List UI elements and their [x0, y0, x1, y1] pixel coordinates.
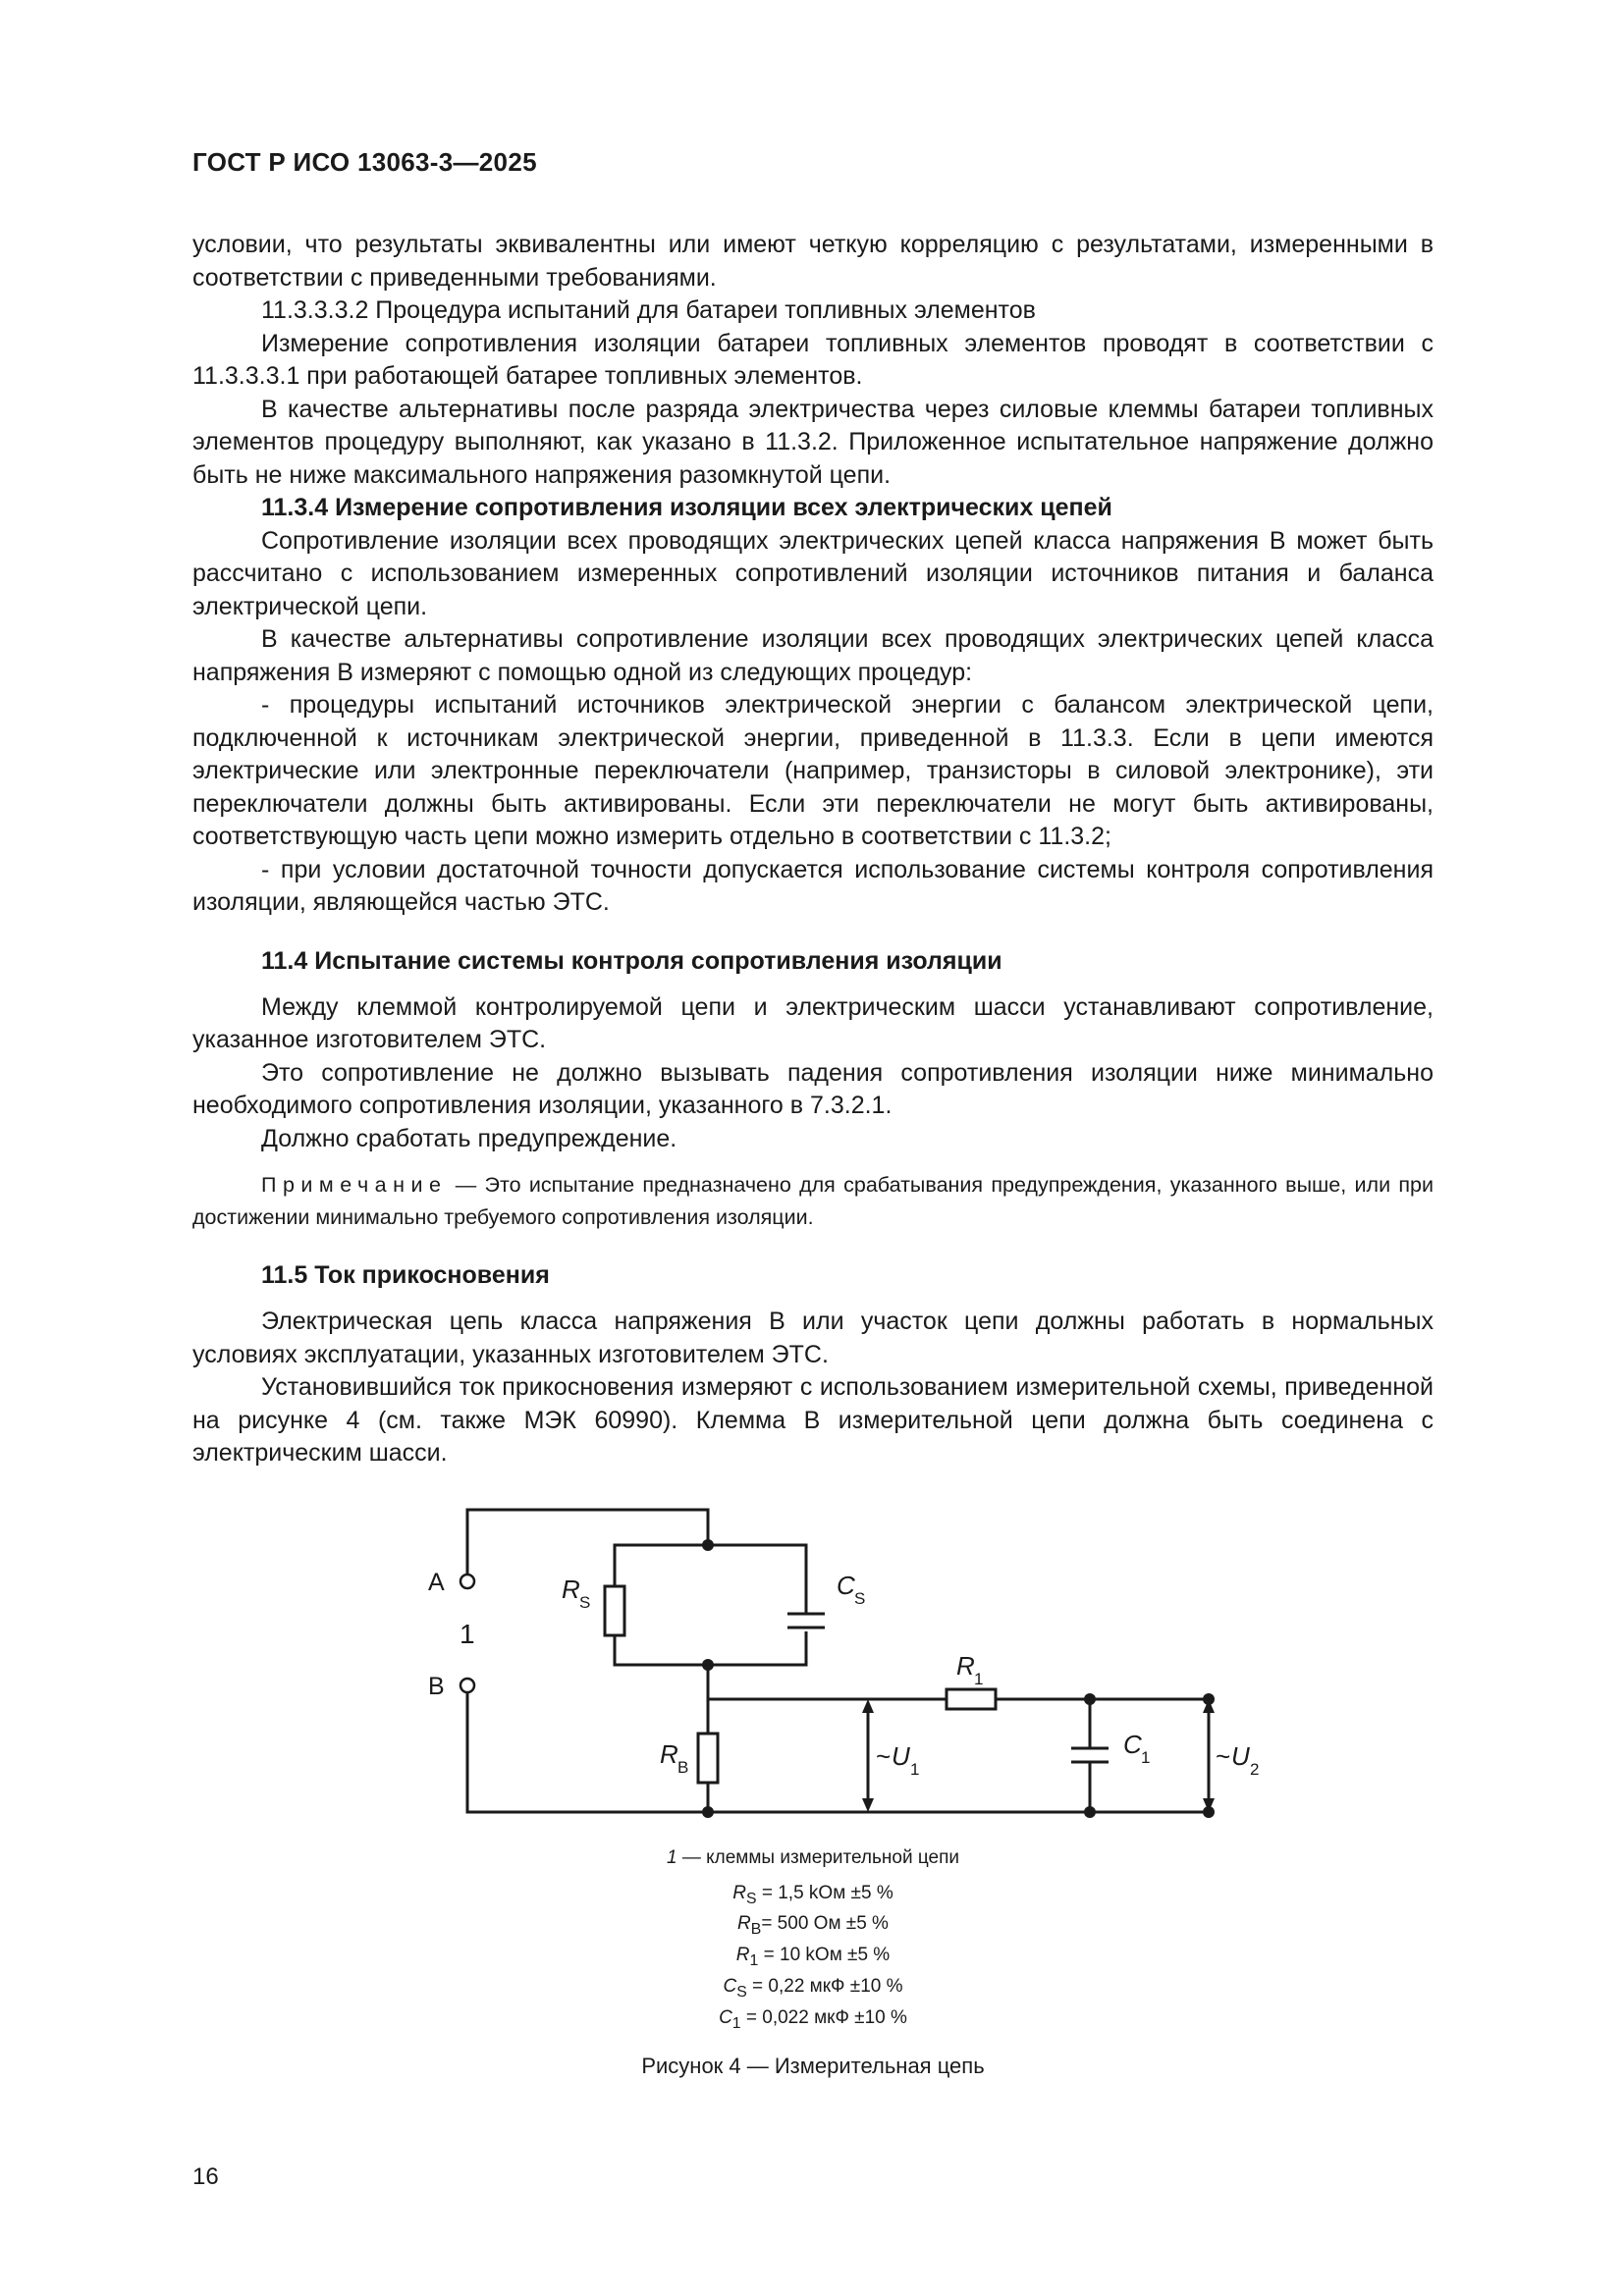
legend-item: $R_1 = 10$ kОм ±5 %	[735, 1945, 891, 1969]
paragraph: Электрическая цепь класса напряжения В или участок цепи должны работать в нормальных условиях эксплуатации, указанных изготовителем ЭТС.	[192, 1308, 1434, 1368]
junction-dot	[702, 1806, 714, 1818]
heading-11-5: 11.5 Ток прикосновения	[261, 1261, 550, 1289]
junction-dot	[702, 1539, 714, 1551]
circuit-figure	[192, 1488, 1434, 1842]
label-terminal-num: 1	[460, 1618, 475, 1649]
heading-11-3-4: 11.3.4 Измерение сопротивления изоляции всех электрических цепей	[261, 494, 1112, 521]
terminal-b	[460, 1679, 474, 1692]
terminal-dot	[1203, 1806, 1215, 1818]
label-cs-sub: S	[854, 1588, 866, 1608]
paragraph: Сопротивление изоляции всех проводящих электрических цепей класса напряжения В может быть рассчитано с использованием измеренных сопротивлений изоляции источников питания и баланса электрической цепи.	[192, 526, 1434, 620]
label-u1-tilde: ~	[876, 1740, 892, 1771]
wire-top	[467, 1510, 708, 1575]
legend-item: $R_B= 500$ Ом ±5 %	[737, 1913, 889, 1939]
terminal-a	[460, 1575, 474, 1588]
circuit-diagram	[192, 1488, 1434, 1842]
label-terminal-a: A	[428, 1568, 445, 1596]
page-number: 16	[192, 2163, 219, 2190]
resistor-rb	[698, 1734, 718, 1783]
label-u2: U	[1231, 1740, 1250, 1771]
legend-item: $R_S = 1,5$ kОм ±5 %	[732, 1882, 893, 1907]
label-rs-sub: S	[579, 1592, 591, 1612]
figure-legend	[192, 1845, 1434, 2037]
figure-caption: Рисунок 4 — Измерительная цепь	[641, 2054, 985, 2079]
paragraph: условии, что результаты эквивалентны или имеют четкую корреляцию с результатами, измеренными в соответствии с приведенными требованиями.	[192, 231, 1434, 292]
paragraph: В качестве альтернативы после разряда электричества через силовые клеммы батареи топливных элементов процедуру выполняют, как указано в 11.3.2. Приложенное испытательное напряжение должно быть не ниже максимального напряжения разомкнутой цепи.	[192, 395, 1434, 489]
junction-dot	[1084, 1806, 1096, 1818]
legend-key: 1 — клеммы измерительной цепи	[666, 1846, 959, 1868]
resistor-rs	[605, 1586, 624, 1635]
document-header: ГОСТ Р ИСО 13063-3—2025	[192, 147, 537, 177]
paragraph: В качестве альтернативы сопротивление изоляции всех проводящих электрических цепей класса напряжения В измеряют с помощью одной из следующих процедур:	[192, 625, 1434, 686]
note	[192, 1169, 1434, 1234]
label-c1-sub: 1	[1141, 1747, 1151, 1767]
document-page	[192, 147, 1434, 2079]
label-u1: U	[892, 1740, 910, 1771]
label-r1: R	[956, 1650, 975, 1681]
label-u2-tilde: ~	[1216, 1740, 1231, 1771]
paragraph: Установившийся ток прикосновения измеряют с использованием измерительной схемы, приведенной на рисунке 4 (см. также МЭК 60990). Клемма В измерительной цепи должна быть соединена с электрическим шасси.	[192, 1373, 1434, 1467]
label-cs: C	[837, 1570, 855, 1600]
label-terminal-b: B	[428, 1672, 445, 1700]
note-label: Примечание	[261, 1173, 448, 1197]
label-rb: R	[660, 1738, 678, 1769]
junction-dot	[702, 1659, 714, 1671]
list-item: - при условии достаточной точности допускается использование системы контроля сопротивления изоляции, являющейся частью ЭТС.	[192, 855, 1434, 916]
wire-bottom	[467, 1692, 1209, 1812]
resistor-r1	[947, 1689, 996, 1709]
clause-11-3-3-3-2: 11.3.3.3.2 Процедура испытаний для батареи топливных элементов	[261, 296, 1036, 324]
label-c1: C	[1123, 1729, 1142, 1759]
wire-parallel-branch	[615, 1545, 806, 1647]
note-text: — Это испытание предназначено для срабатывания предупреждения, указанного выше, или при достижении минимально требуемого сопротивления изоляции.	[192, 1173, 1434, 1229]
legend-item: $C_S = 0,22$ мкФ ±10 %	[723, 1975, 903, 2001]
paragraph: Между клеммой контролируемой цепи и электрическим шасси устанавливают сопротивление, указанное изготовителем ЭТС.	[192, 992, 1434, 1053]
paragraph: Должно сработать предупреждение.	[261, 1124, 677, 1152]
junction-dot	[1084, 1693, 1096, 1705]
label-r1-sub: 1	[974, 1669, 984, 1688]
label-rs: R	[562, 1574, 580, 1604]
label-u1-sub: 1	[910, 1759, 920, 1779]
label-u2-sub: 2	[1250, 1759, 1260, 1779]
heading-11-4: 11.4 Испытание системы контроля сопротивления изоляции	[261, 946, 1002, 975]
terminal-dot	[1203, 1693, 1215, 1705]
legend-item: $C_1 = 0,022$ мкФ ±10 %	[719, 2006, 907, 2032]
paragraph: Это сопротивление не должно вызывать падения сопротивления изоляции ниже минимально необходимого сопротивления изоляции, указанного в 7.3.2.1.	[192, 1058, 1434, 1119]
label-rb-sub: B	[677, 1757, 689, 1777]
list-item: - процедуры испытаний источников электрической энергии с балансом электрической цепи, подключенной к источникам электрической энергии, приведенной в 11.3.3. Если в цепи имеются электрические или электронные переключатели (например, транзисторы в силовой электронике), эти переключатели должны быть активированы. Если эти переключатели не могут быть активированы, соответствующую часть цепи можно измерить отдельно в соответствии с 11.3.2;	[192, 691, 1434, 850]
paragraph: Измерение сопротивления изоляции батареи топливных элементов проводят в соответствии с 11.3.3.3.1 при работающей батарее топливных элементов.	[192, 329, 1434, 390]
